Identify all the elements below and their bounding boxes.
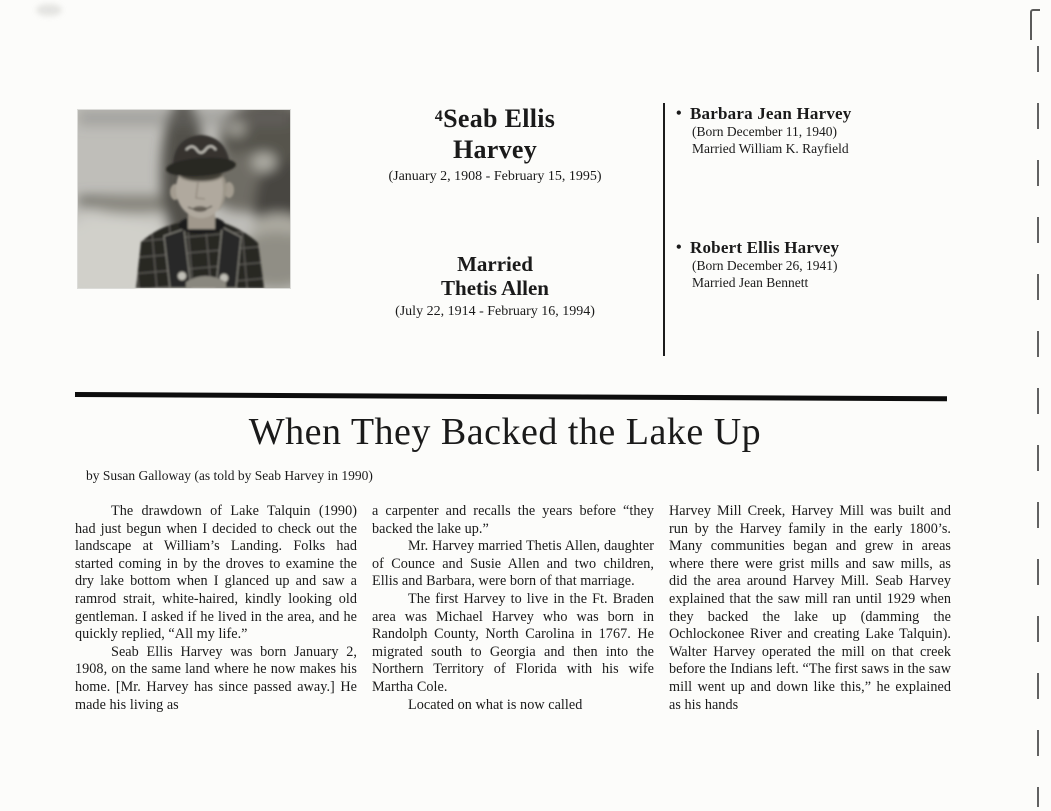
child-name: Robert Ellis Harvey [690, 238, 840, 257]
portrait-photo [78, 110, 290, 288]
subject-record [332, 101, 658, 321]
section-rule [75, 392, 947, 401]
article-column-2 [372, 503, 654, 714]
subject-name [332, 101, 658, 165]
child-entry [676, 104, 976, 157]
child-entry [676, 238, 976, 291]
marriage-record [332, 252, 658, 321]
paragraph: Seab Ellis Harvey was born January 2, 1908, on the same land where he now makes his home. [Mr. Harvey has since passed away.] He made his living as [75, 643, 357, 713]
paragraph: Harvey Mill Creek, Harvey Mill was built and run by the Harvey family in the early 1800’s. Many communities began and grew in areas where there were grist mills and saw mills, as did the area around Harvey Mill. Seab Harvey explained that the saw mill ran until 1929 when they backed the lake up (damming the Ochlockonee River and creating Lake Talquin). Walter Harvey operated the mill on that creek before the Indians left. “The first saws in the saw mill went up and down like this,” he explained as his hands [669, 503, 951, 713]
subject-name-line1: $^4$Seab Ellis [434, 104, 556, 133]
paragraph: Located on what is now called [408, 696, 583, 713]
child-born: (Born December 26, 1941) [692, 258, 838, 273]
generation-number: 4 [434, 108, 444, 125]
scan-binding-marks [1037, 46, 1039, 807]
married-label: Married [457, 252, 533, 276]
scan-smudge [36, 4, 62, 16]
child-born: (Born December 11, 1940) [692, 124, 837, 139]
bullet-icon: • [676, 105, 682, 122]
portrait-photo-graphic [78, 110, 290, 288]
subject-life-dates: (January 2, 1908 - February 15, 1995) [388, 169, 602, 184]
child-name: Barbara Jean Harvey [690, 104, 852, 123]
bullet-icon: • [676, 239, 682, 256]
article-byline: by Susan Galloway (as told by Seab Harvey in 1990) [86, 468, 373, 483]
children-list [676, 104, 976, 291]
vertical-divider [663, 103, 665, 356]
paragraph: The first Harvey to live in the Ft. Braden area was Michael Harvey who was born in Randolph County, North Carolina in 1767. He migrated south to Georgia and then into the Northern Territory of Florida with his wife Martha Cole. [372, 590, 654, 695]
child-married: Married William K. Rayfield [692, 140, 849, 156]
scan-corner-mark [1030, 9, 1040, 40]
paragraph: a carpenter and recalls the years before “they backed the lake up.” [372, 503, 654, 537]
article-body [75, 503, 951, 714]
article-column-1 [75, 503, 357, 714]
paragraph: Mr. Harvey married Thetis Allen, daughter of Counce and Susie Allen and two children, Ellis and Barbara, were born of that marriage. [372, 538, 654, 590]
child-married: Married Jean Bennett [692, 274, 809, 290]
article-column-3 [669, 503, 951, 714]
spouse-name: Thetis Allen [441, 276, 549, 300]
paragraph: The drawdown of Lake Talquin (1990) had just begun when I decided to check out the landscape at William’s Landing. Folks had started coming in by the droves to examine the dry lake bottom when I glanced up and saw a ramrod strait, white-haired, kindly looking old gentleman. I asked if he lived in the area, and he quickly replied, “All my life.” [75, 503, 357, 643]
subject-name-line2: Harvey [452, 135, 538, 164]
spouse-life-dates: (July 22, 1914 - February 16, 1994) [395, 304, 595, 319]
article-title: When They Backed the Lake Up [248, 411, 762, 453]
